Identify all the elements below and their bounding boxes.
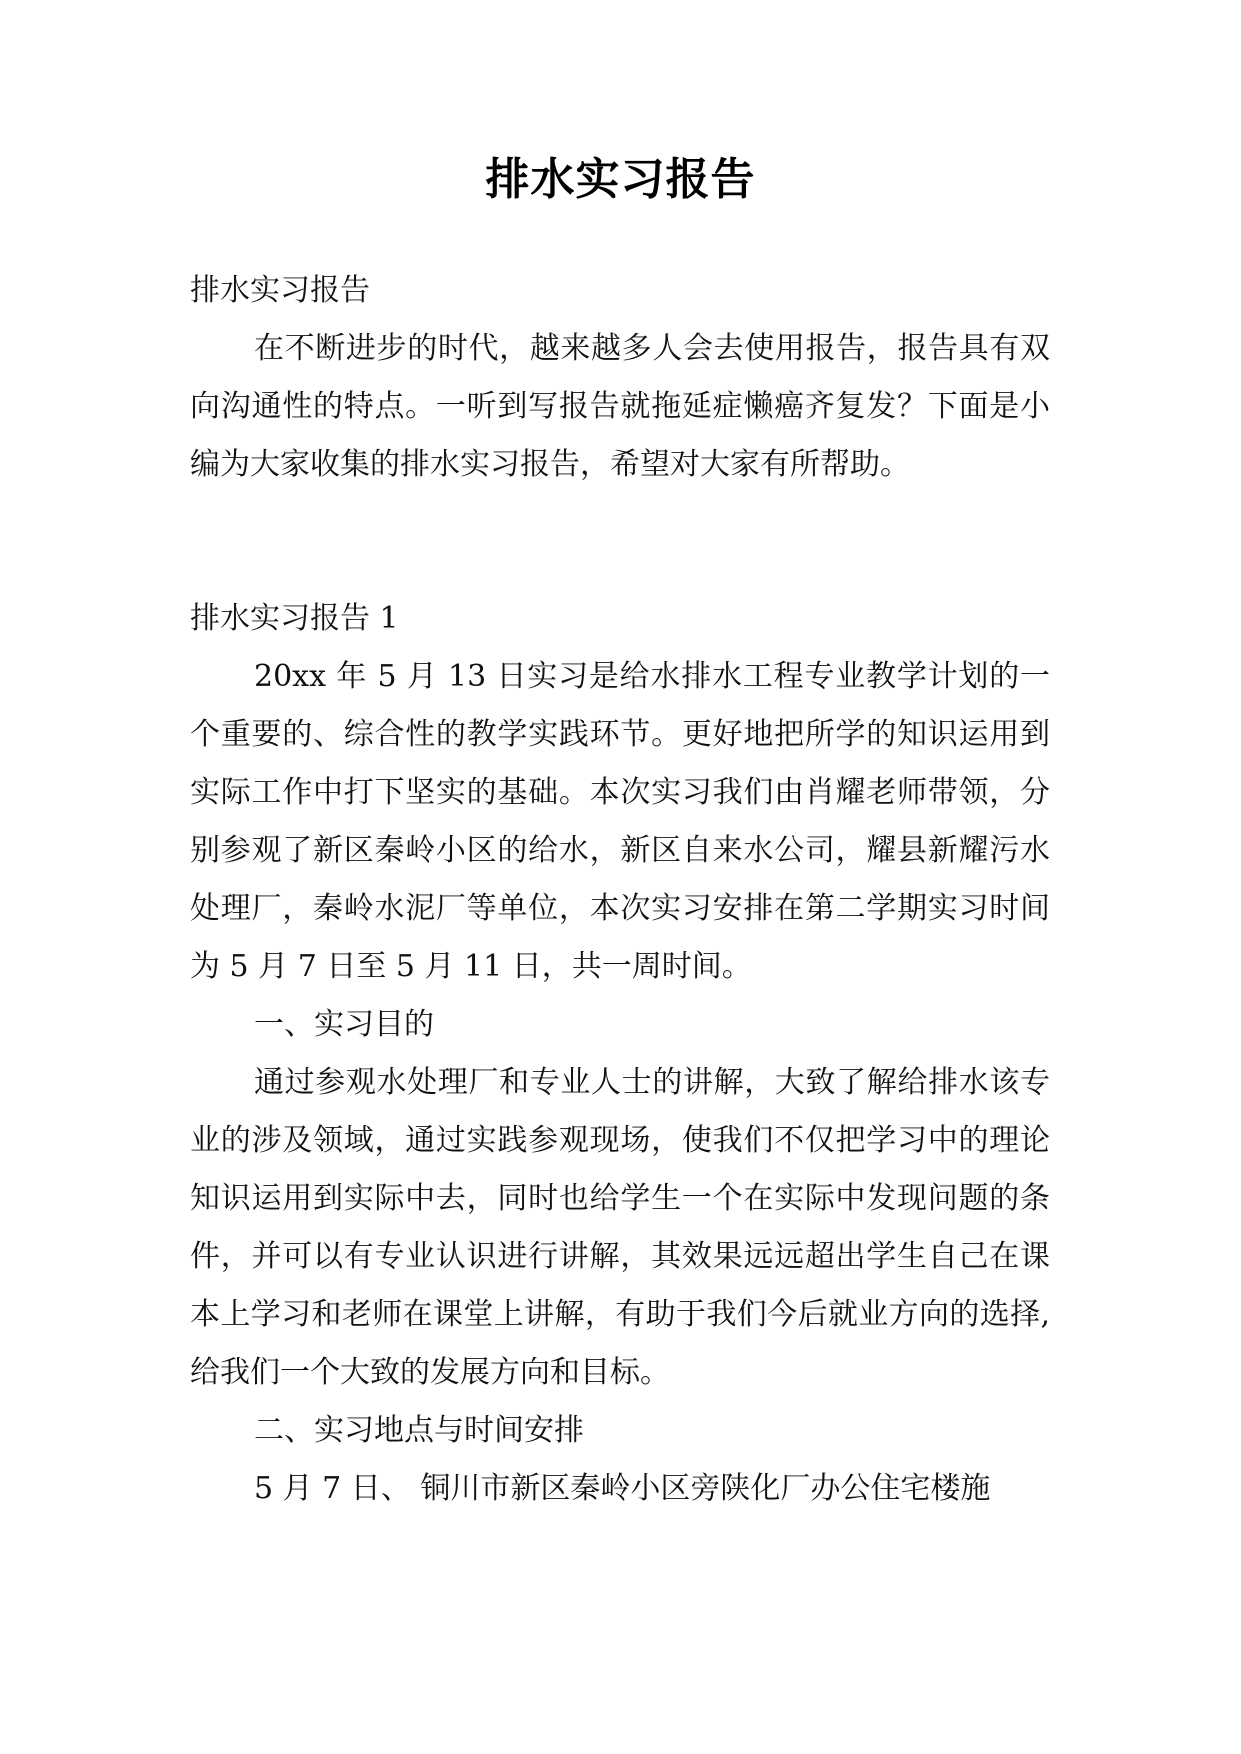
purpose-paragraph: 通过参观水处理厂和专业人士的讲解，大致了解给排水该专业的涉及领域，通过实践参观现场，使我们不仅把学习中的理论知识运用到实际中去，同时也给学生一个在实际中发现问题的条件，并可以有专业认识进行讲解，其效果远远超出学生自己在课本上学习和老师在课堂上讲解，有助于我们今后就业方向的选择,给我们一个大致的发展方向和目标。 xyxy=(190,1065,1050,1390)
intro-paragraph: 在不断进步的时代，越来越多人会去使用报告，报告具有双向沟通性的特点。一听到写报告就拖延症懒癌齐复发？下面是小编为大家收集的排水实习报告，希望对大家有所帮助。 xyxy=(190,331,1050,482)
location-heading: 二、实习地点与时间安排 xyxy=(254,1413,584,1448)
document-body xyxy=(190,262,1050,1518)
spacer xyxy=(190,494,1050,590)
document-subtitle: 排水实习报告 xyxy=(190,273,370,308)
section-title: 排水实习报告 1 xyxy=(190,601,399,636)
location-paragraph: 5 月 7 日、 铜川市新区秦岭小区旁陕化厂办公住宅楼施 xyxy=(254,1471,991,1506)
purpose-heading: 一、实习目的 xyxy=(254,1007,434,1042)
document-title: 排水实习报告 xyxy=(485,154,756,205)
section-paragraph: 20xx 年 5 月 13 日实习是给水排水工程专业教学计划的一个重要的、综合性的教学实践环节。更好地把所学的知识运用到实际工作中打下坚实的基础。本次实习我们由肖耀老师带领，分别参观了新区秦岭小区的给水，新区自来水公司，耀县新耀污水处理厂，秦岭水泥厂等单位，本次实习安排在第二学期实习时间为 5 月 7 日至 5 月 11 日，共一周时间。 xyxy=(190,659,1050,984)
